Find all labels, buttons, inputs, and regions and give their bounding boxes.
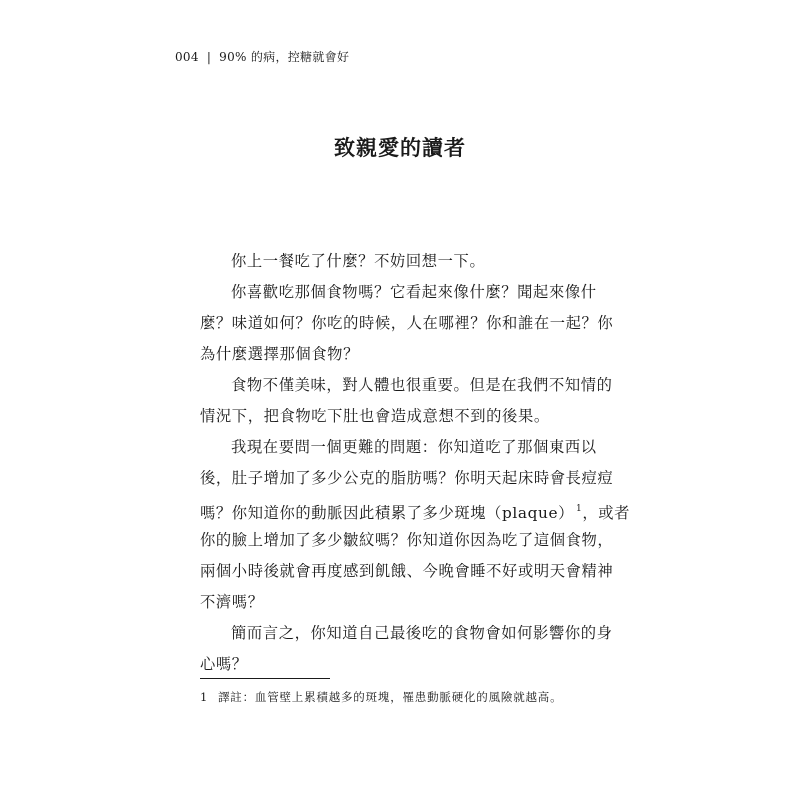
body-line: 你的臉上增加了多少皺紋嗎？你知道你因為吃了這個食物， — [200, 531, 614, 549]
body-line: 我現在要問一個更難的問題：你知道吃了那個東西以 — [231, 438, 597, 456]
body-line: 食物不僅美味，對人體也很重要。但是在我們不知情的 — [231, 376, 613, 394]
running-header — [175, 48, 349, 65]
footnote-divider — [200, 678, 330, 679]
body-line-continuation: ，或者 — [582, 504, 631, 522]
footnote — [200, 689, 562, 705]
chapter-title: 致親愛的讀者 — [334, 135, 466, 160]
body-line-text: 嗎？你知道你的動脈因此積累了多少斑塊（plaque） — [200, 504, 575, 522]
body-line: 情況下，把食物吃下肚也會造成意想不到的後果。 — [200, 407, 550, 425]
footnote-marker: 1 — [576, 504, 583, 514]
body-line-with-note — [200, 494, 631, 525]
body-line: 後，肚子增加了多少公克的脂肪嗎？你明天起床時會長痘痘 — [200, 469, 614, 487]
book-title: 90% 的病，控糖就會好 — [219, 50, 350, 64]
body-line: 為什麼選擇那個食物？ — [200, 345, 359, 363]
body-line: 簡而言之，你知道自己最後吃的食物會如何影響你的身 — [231, 624, 613, 642]
body-line: 兩個小時後就會再度感到飢餓、今晚會睡不好或明天會精神 — [200, 562, 614, 580]
body-line: 心嗎？ — [200, 655, 248, 673]
footnote-number: 1 — [200, 690, 209, 704]
footnote-text: 譯註：血管壁上累積越多的斑塊，罹患動脈硬化的風險就越高。 — [218, 690, 563, 704]
body-text — [200, 246, 631, 680]
body-line: 你喜歡吃那個食物嗎？它看起來像什麼？聞起來像什 — [231, 283, 597, 301]
body-line: 不濟嗎？ — [200, 593, 264, 611]
header-separator: | — [206, 50, 212, 64]
body-line: 你上一餐吃了什麼？不妨回想一下。 — [231, 252, 486, 270]
body-line: 麼？味道如何？你吃的時候，人在哪裡？你和誰在一起？你 — [200, 314, 614, 332]
page-number: 004 — [175, 50, 199, 64]
